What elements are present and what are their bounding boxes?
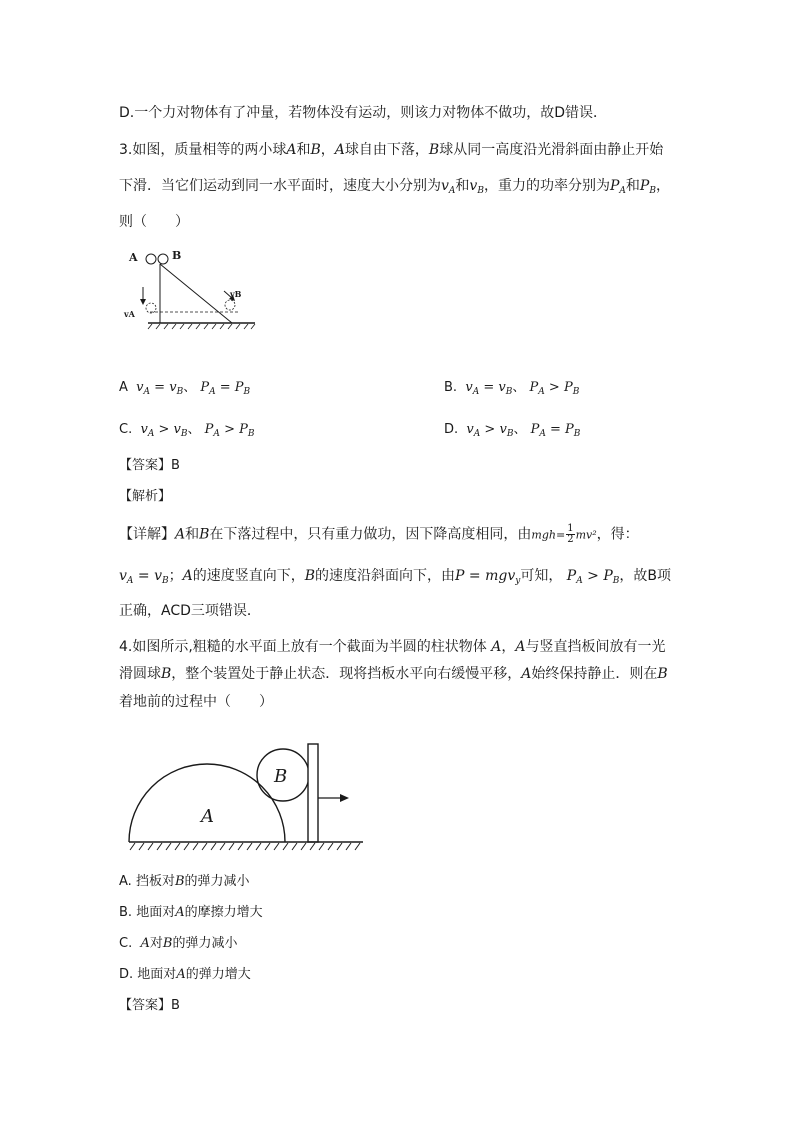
q3-option-c[interactable]: C. $v_A > v_B$、 $P_A > P_B$ xyxy=(119,422,255,439)
q3-option-a[interactable]: A $v_A = v_B$、 $P_A = P_B$ xyxy=(119,380,251,397)
q4-fig-label-a: A xyxy=(201,806,214,827)
q3-fig-label-a: A xyxy=(129,251,138,264)
fraction-half: $\frac{1}{2}$ xyxy=(567,523,574,545)
q3-stem-line-1: 3.如图，质量相等的两小球A和B，A球自由下落，B球从同一高度沿光滑斜面由静止开始 xyxy=(119,142,664,158)
q3-stem-line-2: 下滑．当它们运动到同一水平面时，速度大小分别为$v_A$和$v_B$，重力的功率分别为$P_A$和$P_B$， xyxy=(119,178,670,196)
q4-option-b[interactable]: B. 地面对A的摩擦力增大 xyxy=(119,905,263,920)
q3-option-b[interactable]: B. $v_A = v_B$、 $P_A > P_B$ xyxy=(444,380,580,397)
q3-stem-line-3: 则（ ） xyxy=(119,214,189,230)
q3-detail-line-2: $v_A = v_B$；A的速度竖直向下，B的速度沿斜面向下，由P = mgv$_y$可知， $P_A > P_B$，故B项 xyxy=(119,568,671,586)
q4-stem-line-1: 4.如图所示,粗糙的水平面上放有一个截面为半圆的柱状物体 A，A与竖直挡板间放有一光 xyxy=(119,639,666,655)
q3-fig-label-va: vA xyxy=(124,309,135,319)
q3-figure xyxy=(120,245,265,335)
q3-analysis-label: 【解析】 xyxy=(119,489,172,504)
q4-answer: 【答案】B xyxy=(119,998,180,1013)
q3-detail-line-1: 【详解】A和B在下落过程中，只有重力做功，因下降高度相同，由mgh= $\frac{1}{2}$ mv²，得： xyxy=(119,523,639,545)
q3-fig-label-b: B xyxy=(172,249,182,262)
q4-stem-line-2: 滑圆球B，整个装置处于静止状态．现将挡板水平向右缓慢平移，A始终保持静止．则在B xyxy=(119,666,668,682)
q4-figure xyxy=(125,738,370,858)
q4-stem-line-3: 着地前的过程中（ ） xyxy=(119,694,273,710)
q3-fig-label-vb: vB xyxy=(230,289,242,299)
q3-detail-line-3: 正确，ACD三项错误． xyxy=(119,603,261,619)
q4-option-d[interactable]: D. 地面对A的弹力增大 xyxy=(119,967,251,982)
q4-fig-label-b: B xyxy=(274,766,288,787)
q3-answer: 【答案】B xyxy=(119,458,180,473)
q4-option-a[interactable]: A. 挡板对B的弹力减小 xyxy=(119,874,250,889)
q4-option-c[interactable]: C. A对B的弹力减小 xyxy=(119,936,238,951)
q3-option-d[interactable]: D. $v_A > v_B$、 $P_A = P_B$ xyxy=(444,422,581,439)
prev-answer-line: D.一个力对物体有了冲量，若物体没有运动，则该力对物体不做功，故D错误． xyxy=(119,105,608,121)
